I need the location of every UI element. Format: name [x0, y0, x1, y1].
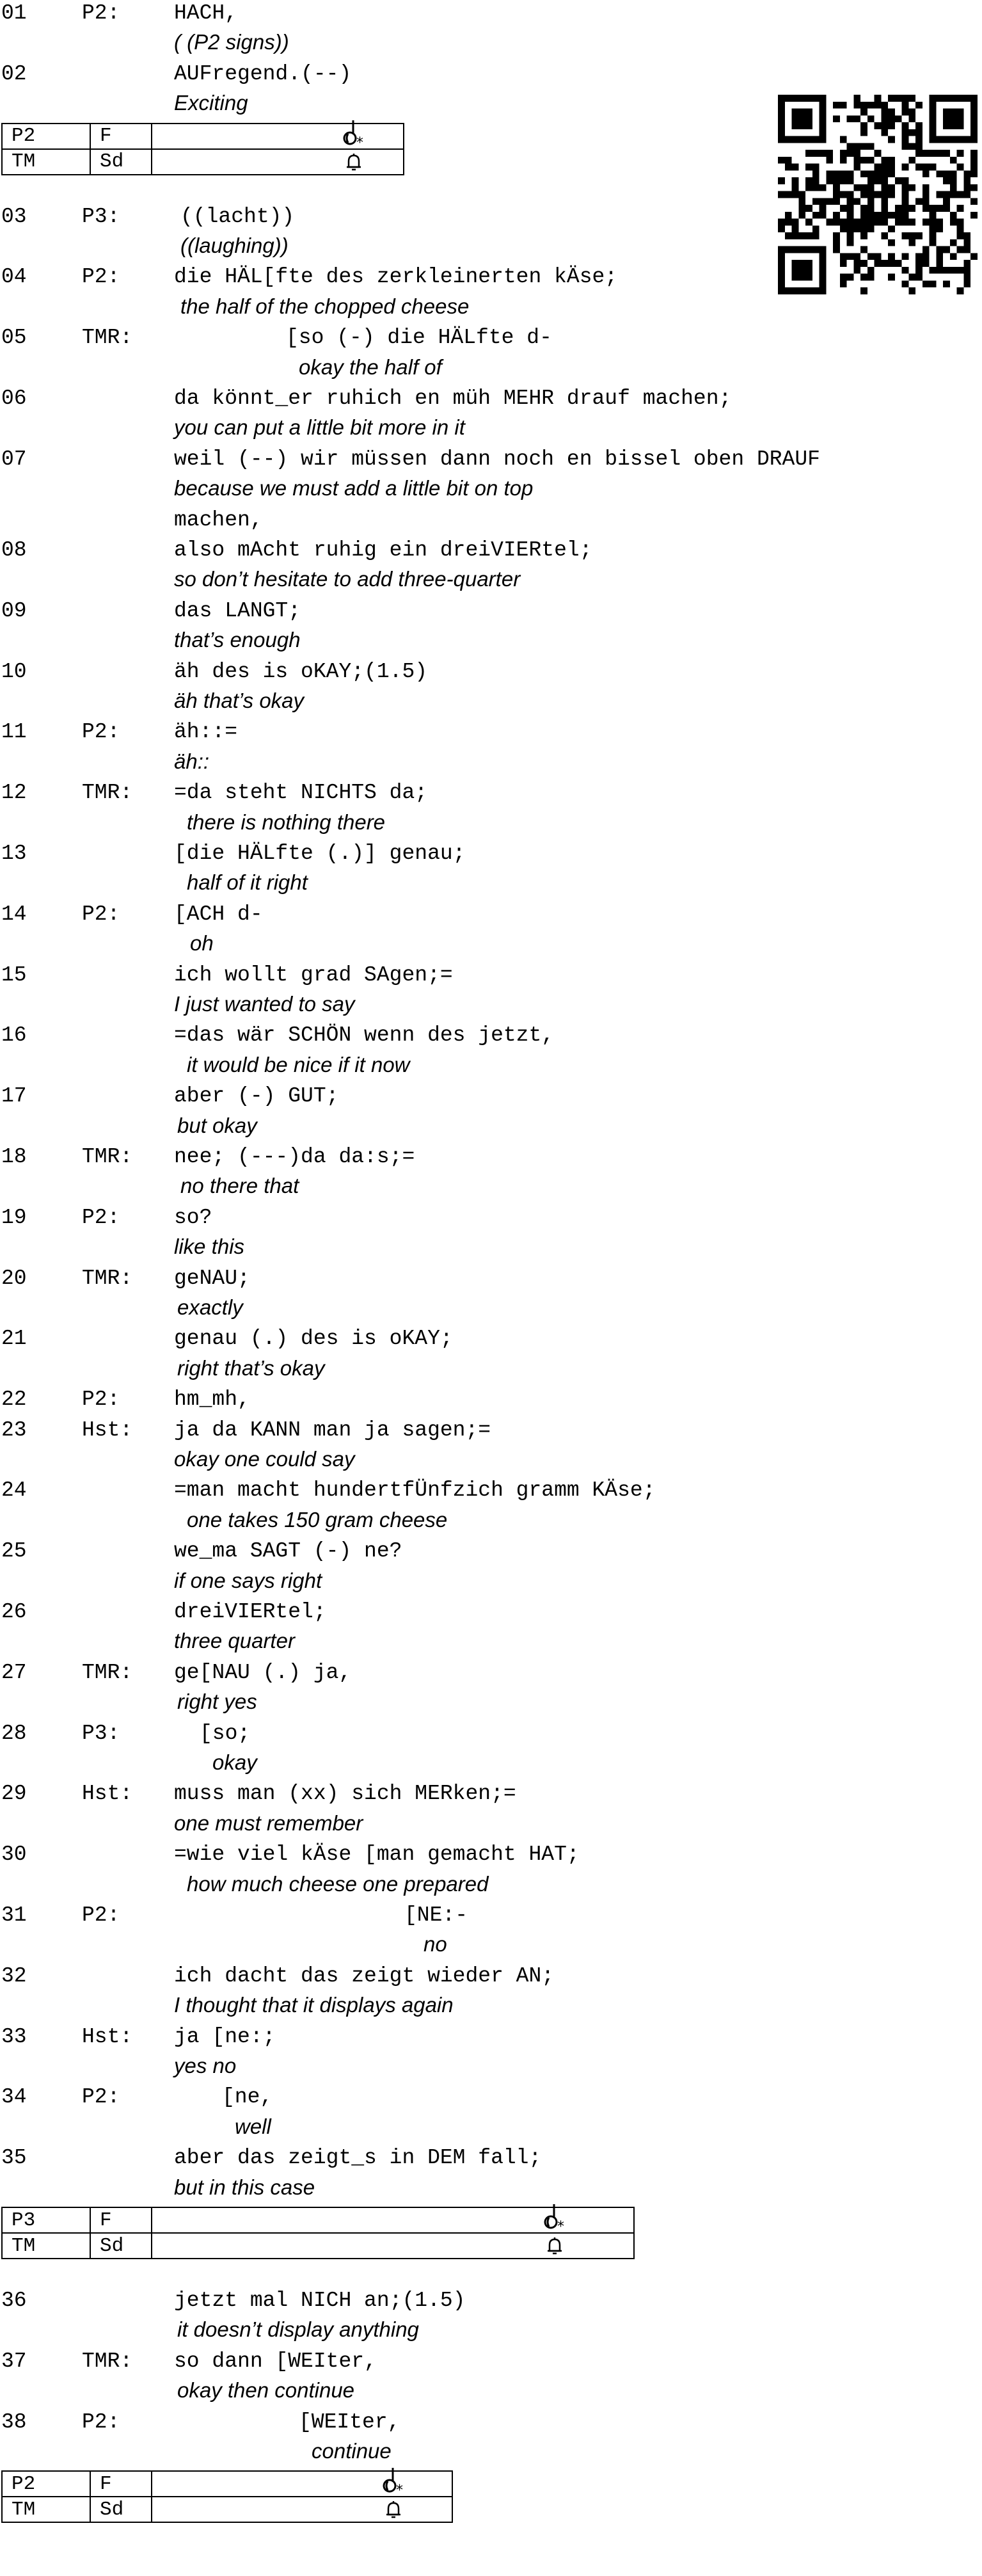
utterance-text: weil (--) wir müssen dann noch en bissel oben DRAUF [174, 447, 820, 471]
translation-gloss: äh that’s okay [174, 689, 305, 712]
line-number: 10 [1, 659, 27, 684]
line-number: 14 [1, 902, 27, 926]
speaker-label: Hst: [82, 2024, 133, 2049]
utterance-text: nee; (---)da da:s;= [174, 1145, 415, 1169]
line-number: 08 [1, 538, 27, 562]
line-number: 18 [1, 1145, 27, 1169]
utterance-text: da könnt_er ruhich en müh MEHR drauf machen; [174, 387, 732, 410]
utterance-text: so? [174, 1205, 212, 1229]
translation-gloss: it would be nice if it now [187, 1052, 410, 1076]
gesture-timeline-cell [152, 124, 404, 149]
line-number: 23 [1, 1418, 27, 1442]
translation-gloss: oh [190, 931, 214, 956]
speaker-label: TMR: [82, 781, 133, 805]
translation-gloss: okay one could say [174, 1447, 355, 1471]
line-number: 36 [1, 2289, 27, 2312]
utterance-text: ja [ne:; [174, 2024, 276, 2049]
speaker-label: Hst: [82, 1418, 133, 1442]
line-number: 27 [1, 1660, 27, 1684]
line-number: 35 [1, 2146, 27, 2170]
utterance-text: äh des is oKAY;(1.5) [174, 659, 428, 684]
line-number: 29 [1, 1782, 27, 1806]
translation-gloss: ( (P2 signs)) [174, 30, 289, 54]
gesture-table [1, 123, 404, 175]
gesture-timeline-cell [152, 2207, 634, 2233]
utterance-text: [WEIter, [299, 2410, 400, 2434]
speaker-label: TMR: [82, 1145, 133, 1169]
translation-gloss: äh:: [174, 749, 210, 773]
translation-gloss: okay [212, 1750, 257, 1774]
speaker-label: Hst: [82, 1782, 133, 1806]
line-number: 21 [1, 1327, 27, 1351]
line-number: 37 [1, 2349, 27, 2373]
utterance-text: =wie viel kÄse [man gemacht HAT; [174, 1843, 580, 1867]
translation-gloss: okay then continue [177, 2378, 355, 2403]
translation-gloss: I thought that it displays again [174, 1993, 454, 2017]
gesture-table [1, 2207, 635, 2259]
bell-icon [383, 2499, 404, 2527]
translation-gloss: how much cheese one prepared [187, 1871, 489, 1896]
svg-text:*: * [356, 134, 363, 151]
translation-gloss: three quarter [174, 1629, 295, 1653]
translation-gloss: because we must add a little bit on top [174, 476, 534, 500]
translation-gloss: you can put a little bit more in it [174, 415, 465, 440]
bell-icon [544, 2236, 566, 2264]
translation-gloss: yes no [174, 2054, 237, 2077]
participant-cell: TM [2, 2233, 90, 2259]
participant-cell: P3 [2, 2207, 90, 2233]
gesture-row [2, 149, 404, 175]
line-number: 17 [1, 1084, 27, 1108]
modality-cell: Sd [90, 2233, 152, 2259]
svg-text:*: * [396, 2483, 403, 2499]
speaker-label: P3: [82, 1721, 120, 1745]
translation-gloss: half of it right [187, 870, 308, 895]
utterance-text: äh::= [174, 720, 238, 744]
gesture-row [2, 2233, 634, 2259]
line-number: 34 [1, 2085, 27, 2109]
utterance-text: ja da KANN man ja sagen;= [174, 1418, 491, 1442]
utterance-text: aber (-) GUT; [174, 1084, 339, 1108]
utterance-text: das LANGT; [174, 598, 301, 623]
line-number: 09 [1, 598, 27, 623]
translation-gloss: right that’s okay [177, 1356, 325, 1380]
utterance-text: [ACH d- [174, 902, 263, 926]
utterance-text: muss man (xx) sich MERken;= [174, 1782, 516, 1806]
translation-gloss: like this [174, 1235, 245, 1259]
speaker-label: P2: [82, 265, 120, 289]
utterance-text: ge[NAU (.) ja, [174, 1660, 352, 1684]
translation-gloss: one must remember [174, 1811, 363, 1835]
participant-cell: TM [2, 149, 90, 175]
translation-gloss: the half of the chopped cheese [180, 294, 470, 318]
participant-cell: TM [2, 2497, 90, 2522]
modality-cell: F [90, 2471, 152, 2497]
utterance-text: ich dacht das zeigt wieder AN; [174, 1964, 555, 1988]
speaker-label: P2: [82, 1388, 120, 1412]
utterance-text: also mAcht ruhig ein dreiVIERtel; [174, 538, 592, 562]
line-number: 16 [1, 1023, 27, 1048]
utterance-text: genau (.) des is oKAY; [174, 1327, 453, 1351]
speaker-label: P3: [82, 204, 120, 228]
speaker-label: P2: [82, 902, 120, 926]
utterance-text: so dann [WEIter, [174, 2349, 377, 2373]
line-number: 04 [1, 265, 27, 289]
line-number: 07 [1, 447, 27, 471]
translation-gloss: so don’t hesitate to add three-quarter [174, 567, 521, 591]
utterance-text: [so (-) die HÄLfte d- [286, 326, 552, 350]
speaker-label: P2: [82, 1, 120, 25]
line-number: 24 [1, 1478, 27, 1503]
line-number: 22 [1, 1388, 27, 1412]
line-number: 19 [1, 1205, 27, 1229]
utterance-text: aber das zeigt_s in DEM fall; [174, 2146, 542, 2170]
line-number: 01 [1, 1, 27, 25]
speaker-label: TMR: [82, 2349, 133, 2373]
participant-cell: P2 [2, 2471, 90, 2497]
line-number: 33 [1, 2024, 27, 2049]
line-number: 32 [1, 1964, 27, 1988]
participant-cell: P2 [2, 124, 90, 149]
speaker-label: P2: [82, 2410, 120, 2434]
translation-gloss: no there that [180, 1174, 299, 1198]
utterance-text: =das wär SCHÖN wenn des jetzt, [174, 1023, 555, 1048]
speaker-label: TMR: [82, 1660, 133, 1684]
line-number: 26 [1, 1600, 27, 1624]
translation-gloss: one takes 150 gram cheese [187, 1507, 448, 1532]
bell-icon [343, 152, 365, 180]
line-number: 13 [1, 842, 27, 865]
modality-cell: F [90, 2207, 152, 2233]
gesture-row [2, 2497, 452, 2522]
translation-gloss: it doesn’t display anything [177, 2317, 419, 2342]
line-number: 20 [1, 1266, 27, 1290]
utterance-text: geNAU; [174, 1266, 250, 1290]
speaker-label: TMR: [82, 326, 133, 350]
translation-gloss: well [235, 2114, 271, 2138]
utterance-text: [NE:- [404, 1903, 468, 1927]
gesture-timeline-cell [152, 2471, 452, 2497]
line-number: 02 [1, 61, 27, 86]
speaker-label: P2: [82, 720, 120, 744]
utterance-text: [die HÄLfte (.)] genau; [174, 842, 466, 865]
speaker-label: P2: [82, 1205, 120, 1229]
line-number: 25 [1, 1539, 27, 1564]
utterance-text: [ne, [222, 2085, 273, 2109]
utterance-text: ((lacht)) [180, 204, 295, 228]
translation-gloss: I just wanted to say [174, 992, 355, 1016]
translation-gloss: but in this case [174, 2175, 315, 2199]
utterance-text: we_ma SAGT (-) ne? [174, 1539, 402, 1564]
line-number: 11 [1, 720, 27, 744]
translation-gloss: if one says right [174, 1568, 322, 1592]
modality-cell: Sd [90, 2497, 152, 2522]
translation-gloss: okay the half of [299, 355, 442, 379]
svg-text:*: * [557, 2219, 564, 2235]
gesture-timeline-cell [152, 2233, 634, 2259]
gesture-row [2, 2207, 634, 2233]
utterance-text: dreiVIERtel; [174, 1600, 326, 1624]
translation-gloss: but okay [177, 1113, 257, 1137]
gesture-timeline-cell [152, 2497, 452, 2522]
utterance-text: machen, [174, 508, 263, 532]
translation-gloss: there is nothing there [187, 810, 386, 834]
utterance-text: ich wollt grad SAgen;= [174, 963, 453, 987]
translation-gloss: continue [312, 2439, 392, 2463]
translation-gloss: right yes [177, 1690, 257, 1714]
translation-gloss: ((laughing)) [180, 234, 289, 257]
line-number: 31 [1, 1903, 27, 1927]
translation-gloss: that’s enough [174, 628, 301, 652]
line-number: 05 [1, 326, 27, 350]
utterance-text: =da steht NICHTS da; [174, 781, 428, 805]
utterance-text: jetzt mal NICH an;(1.5) [174, 2289, 466, 2312]
utterance-text: die HÄL[fte des zerkleinerten kÄse; [174, 265, 618, 289]
speaker-label: P2: [82, 1903, 120, 1927]
line-number: 12 [1, 781, 27, 805]
speaker-label: TMR: [82, 1266, 133, 1290]
gesture-table [1, 2470, 453, 2523]
line-number: 30 [1, 1843, 27, 1867]
translation-gloss: no [424, 1932, 447, 1956]
gesture-row [2, 124, 404, 149]
translation-gloss: Exciting [174, 91, 248, 115]
line-number: 28 [1, 1721, 27, 1745]
translation-gloss: exactly [177, 1295, 243, 1319]
utterance-text: hm_mh, [174, 1388, 250, 1412]
line-number: 15 [1, 963, 27, 987]
line-number: 03 [1, 204, 27, 228]
utterance-text: =man macht hundertfÜnfzich gramm KÄse; [174, 1478, 656, 1503]
speaker-label: P2: [82, 2085, 120, 2109]
line-number: 06 [1, 387, 27, 410]
utterance-text: [so; [200, 1721, 251, 1745]
modality-cell: F [90, 124, 152, 149]
line-number: 38 [1, 2410, 27, 2434]
gesture-row [2, 2471, 452, 2497]
utterance-text: HACH, [174, 1, 238, 25]
modality-cell: Sd [90, 149, 152, 175]
qr-code-icon [778, 95, 978, 298]
gesture-timeline-cell [152, 149, 404, 175]
utterance-text: AUFregend.(--) [174, 61, 352, 86]
